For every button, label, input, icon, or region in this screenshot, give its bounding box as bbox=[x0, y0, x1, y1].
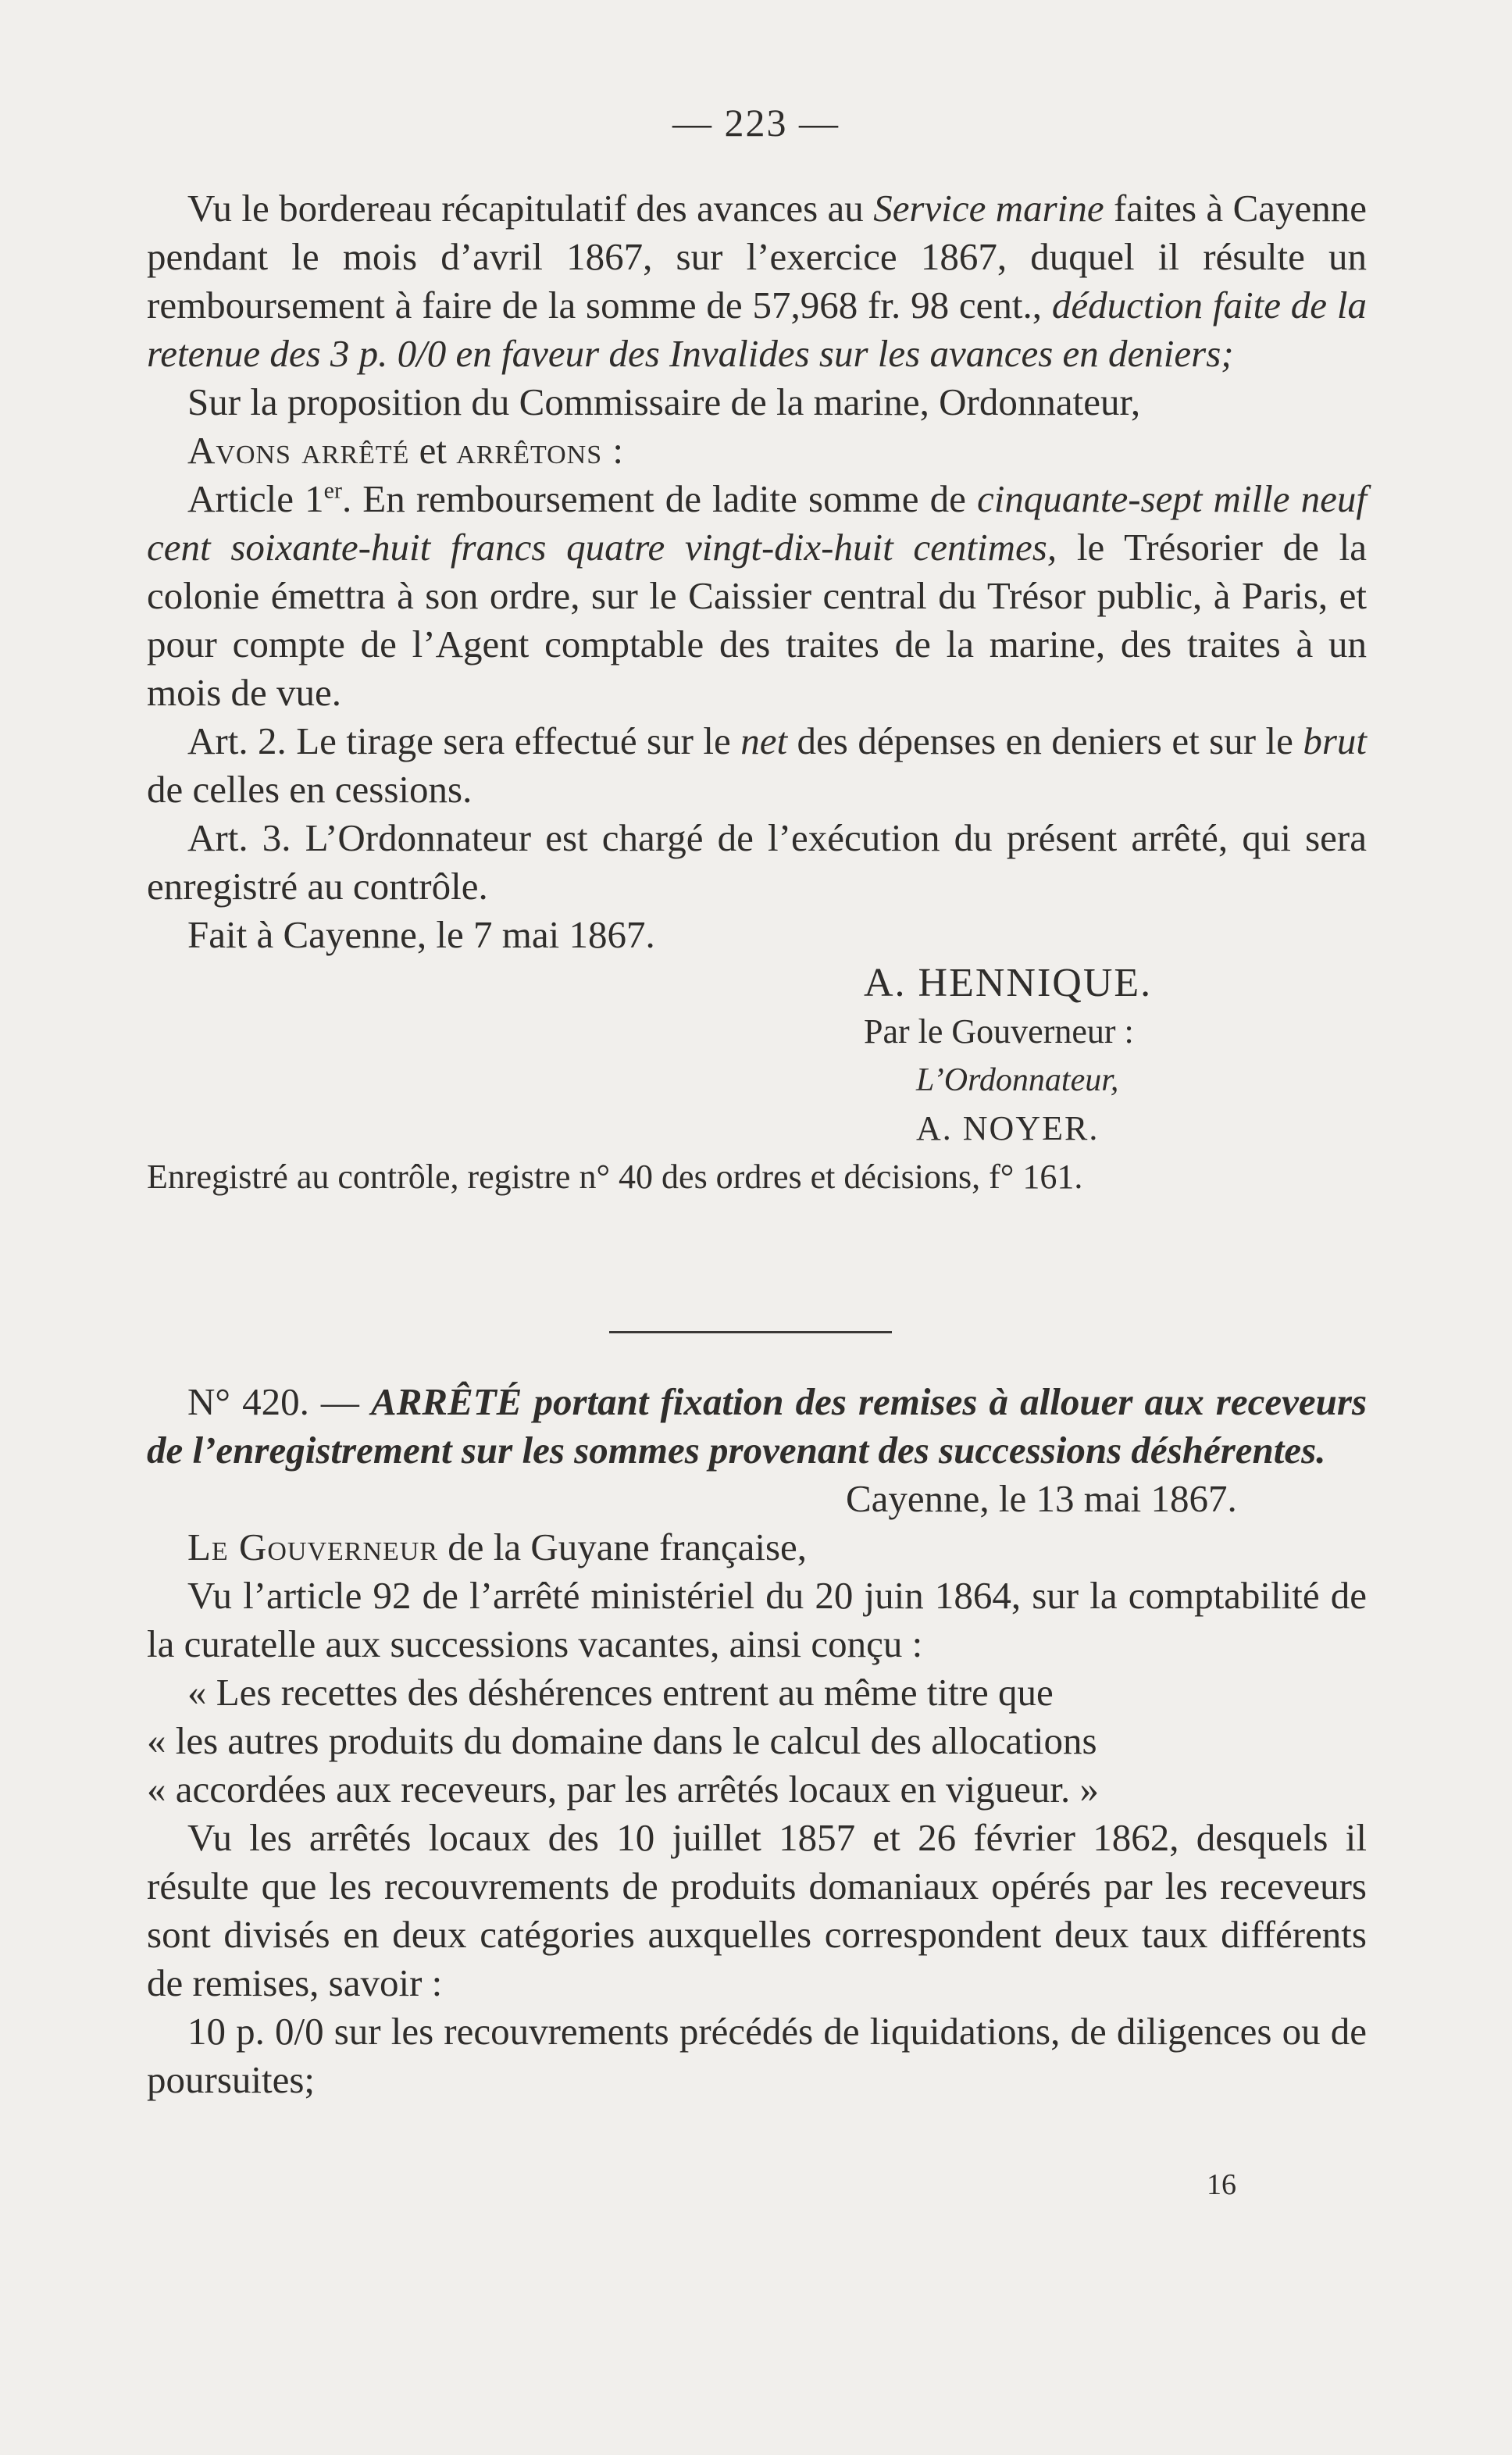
done-at-line: Fait à Cayenne, le 7 mai 1867. bbox=[187, 913, 655, 956]
article-1: Article 1er. En remboursement de ladite somme de cinquante-sept mille neuf cent soixante-huit francs quatre vingt-dix-huit centimes, le Trésorier de la colonie émettra à son ordre, sur le Caissier central du Trésor public, à Paris, et pour compte de l’Agent comptable des traites de la marine, des traites à un mois de vue. bbox=[147, 477, 1367, 714]
quote-line: « les autres produits du domaine dans le calcul des allocations bbox=[147, 1719, 1097, 1762]
quote-line: « accordées aux receveurs, par les arrêtés locaux en vigueur. » bbox=[147, 1768, 1099, 1811]
decree-heading: N° 420. — ARRÊTÉ portant fixation des remises à allouer aux receveurs de l’enregistrement sur les sommes provenant des successions déshérentes. bbox=[147, 1380, 1368, 1472]
page-number: — 223 — bbox=[672, 101, 840, 145]
paragraph-article-92: Vu l’article 92 de l’arrêté ministériel du 20 juin 1864, sur la comptabilité de la curatelle aux successions vacantes, ainsi conçu : bbox=[147, 1574, 1367, 1665]
governor-line: Le Gouverneur de la Guyane française, bbox=[187, 1525, 808, 1568]
paragraph-avons-arrete: Avons arrêté et arrêtons : bbox=[187, 429, 625, 472]
quote-line: « Les recettes des déshérences entrent au même titre que bbox=[187, 1671, 1054, 1714]
paragraph-proposition: Sur la proposition du Commissaire de la marine, Ordonnateur, bbox=[187, 380, 1141, 423]
signature-hennique: A. HENNIQUE. bbox=[864, 961, 1153, 1005]
paragraph-ten-percent: 10 p. 0/0 sur les recouvrements précédés de liquidations, de diligences ou de poursuites; bbox=[147, 2010, 1367, 2101]
by-governor-line: Par le Gouverneur : bbox=[864, 1012, 1134, 1051]
paragraph-bordereau: Vu le bordereau récapitulatif des avances au Service marine faites à Cayenne pendant le mois d’avril 1867, sur l’exercice 1867, duquel il résulte un remboursement à faire de la somme de 57,968 fr. 98 cent., déduction faite de la retenue des 3 p. 0/0 en faveur des Invalides sur les avances en deniers; bbox=[147, 187, 1367, 375]
second-decree bbox=[147, 1378, 1367, 2104]
first-decree bbox=[147, 184, 1367, 1201]
ordonnateur-line: L’Ordonnateur, bbox=[916, 1062, 1119, 1098]
paragraph-local-decrees: Vu les arrêtés locaux des 10 juillet 1857 et 26 février 1862, desquels il résulte que les recouvrements de produits domaniaux opérés par les receveurs sont divisés en deux catégories auxquelles correspondent deux taux différents de remises, savoir : bbox=[147, 1816, 1367, 2004]
article-2: Art. 2. Le tirage sera effectué sur le net des dépenses en deniers et sur le brut de celles en cessions. bbox=[147, 719, 1367, 811]
article-3: Art. 3. L’Ordonnateur est chargé de l’exécution du présent arrêté, qui sera enregistré au contrôle. bbox=[147, 816, 1367, 908]
signature-mark: 16 bbox=[1207, 2168, 1236, 2201]
signature-noyer: A. NOYER. bbox=[916, 1109, 1100, 1147]
place-date: Cayenne, le 13 mai 1867. bbox=[846, 1477, 1237, 1520]
registration-note: Enregistré au contrôle, registre n° 40 des ordres et décisions, f° 161. bbox=[147, 1158, 1083, 1196]
section-divider bbox=[609, 1331, 892, 1333]
